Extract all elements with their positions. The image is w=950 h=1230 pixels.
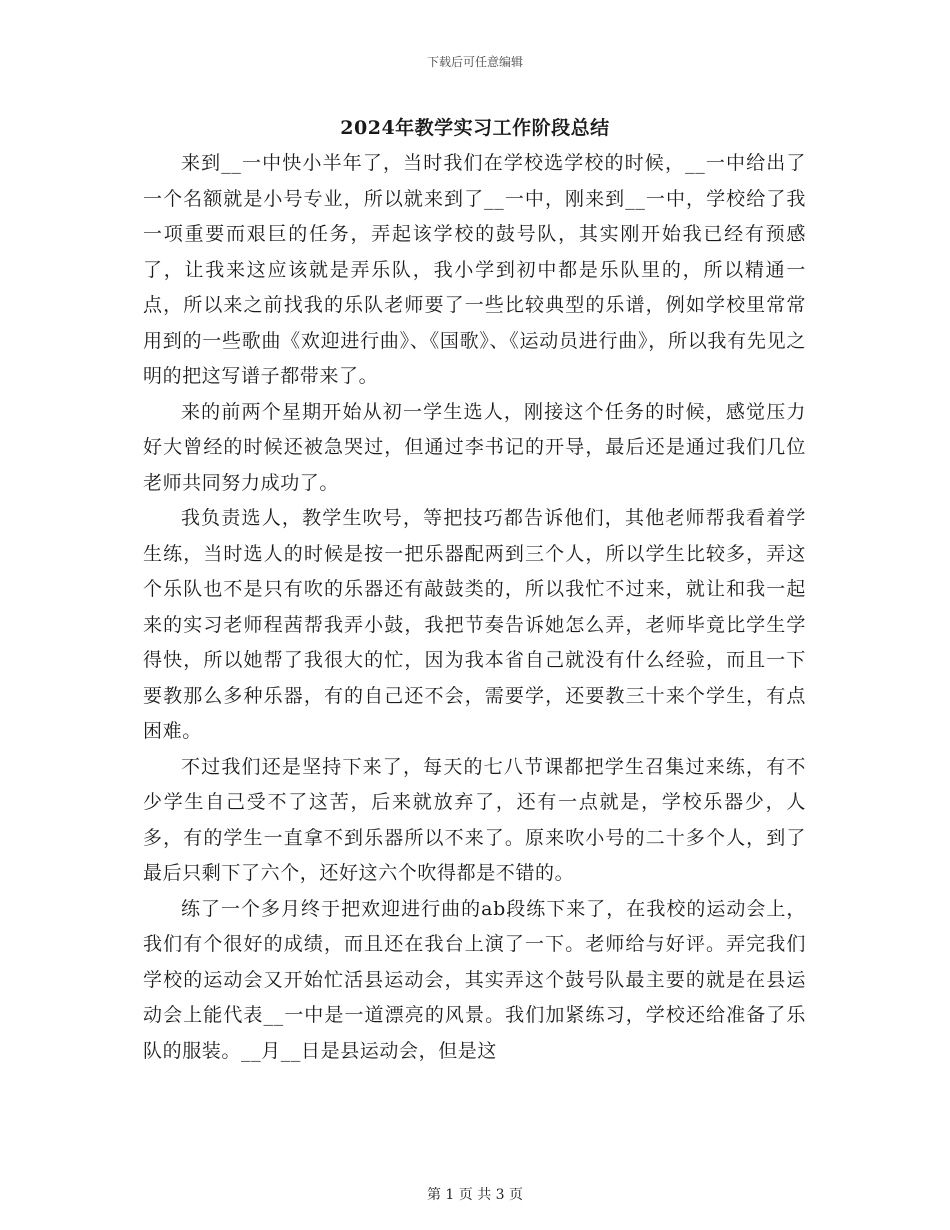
paragraph-4: 不过我们还是坚持下来了，每天的七八节课都把学生召集过来练，有不少学生自己受不了这苦，后来就放弃了，还有一点就是，学校乐器少，人多，有的学生一直拿不到乐器所以不来了。原来吹小号的二十多个人，到了最后只剩下了六个，还好这六个吹得都是不错的。 — [143, 755, 806, 884]
page-number: 第 1 页 共 3 页 — [426, 1187, 524, 1203]
paragraph-3: 我负责选人，教学生吹号，等把技巧都告诉他们，其他老师帮我看着学生练，当时选人的时候是按一把乐器配两到三个人，所以学生比较多，弄这个乐队也不是只有吹的乐器还有敲鼓类的，所以我忙不过来，就让和我一起来的实习老师程茜帮我弄小鼓，我把节奏告诉她怎么弄，老师毕竟比学生学得快，所以她帮了我很大的忙，因为我本省自己就没有什么经验，而且一下要教那么多种乐器，有的自己还不会，需要学，还要教三十来个学生，有点困难。 — [143, 507, 806, 742]
paragraph-1: 来到__一中快小半年了，当时我们在学校选学校的时候，__一中给出了一个名额就是小号专业，所以就来到了__一中，刚来到__一中，学校给了我一项重要而艰巨的任务，弄起该学校的鼓号队，其实刚开始我已经有预感了，让我来这应该就是弄乐队，我小学到初中都是乐队里的，所以精通一点，所以来之前找我的乐队老师要了一些比较典型的乐谱，例如学校里常常用到的一些歌曲《欢迎进行曲》、《国歌》、《运动员进行曲》，所以我有先见之明的把这写谱子都带来了。 — [143, 152, 806, 387]
document-title: 2024年教学实习工作阶段总结 — [340, 117, 610, 139]
document-body — [143, 146, 806, 1069]
paragraph-5: 练了一个多月终于把欢迎进行曲的ab段练下来了，在我校的运动会上，我们有个很好的成绩，而且还在我台上演了一下。老师给与好评。弄完我们学校的运动会又开始忙活县运动会，其实弄这个鼓号队最主要的就是在县运动会上能代表__一中是一道漂亮的风景。我们加紧练习，学校还给准备了乐队的服装。__月__日是县运动会，但是这 — [143, 897, 806, 1062]
paragraph-2: 来的前两个星期开始从初一学生选人，刚接这个任务的时候，感觉压力好大曾经的时候还被急哭过，但通过李书记的开导，最后还是通过我们几位老师共同努力成功了。 — [143, 400, 806, 494]
page-header-note: 下载后可任意编辑 — [426, 55, 523, 69]
